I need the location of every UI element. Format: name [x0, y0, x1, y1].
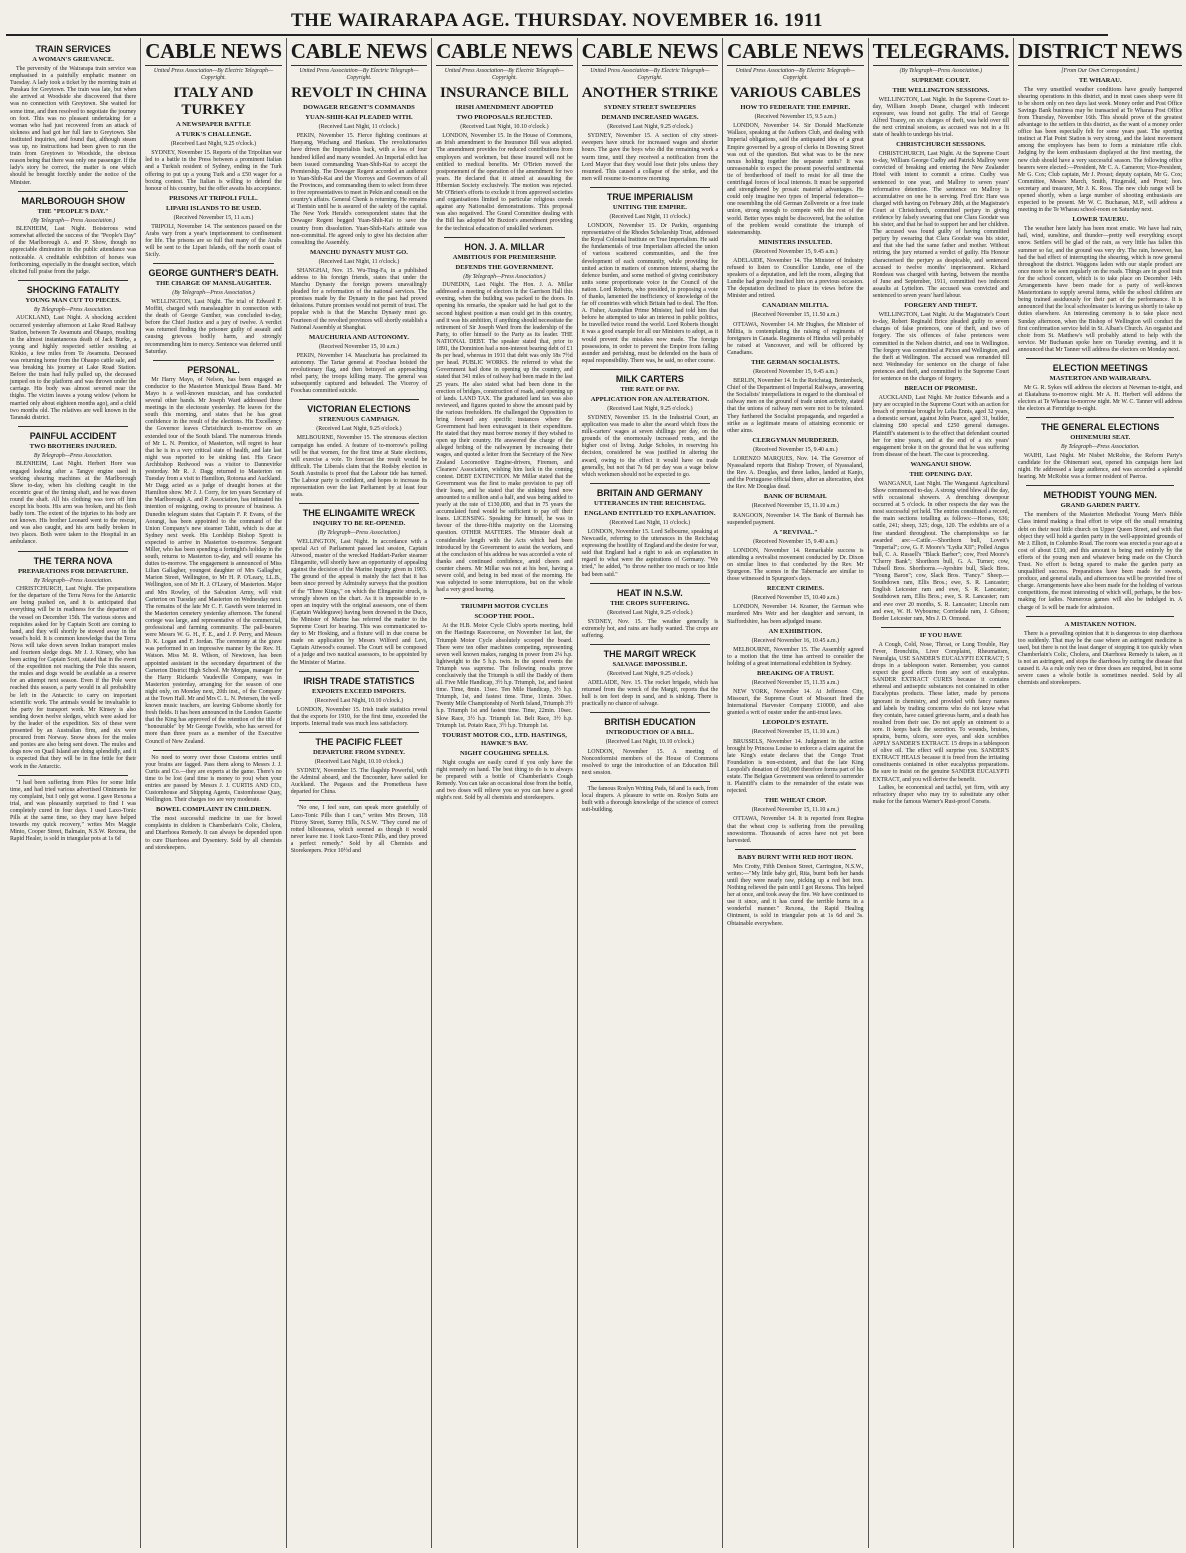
- cable-news-banner: CABLE NEWS: [291, 40, 427, 66]
- cable-news-banner: CABLE NEWS: [145, 40, 281, 66]
- article-text: WELLINGTON, Last Night. At the Magistrate's Court to-day, Robert Reginald Brice pleaded guilty to seven charges of false pretences, one of theft, and two of forgery. The six offences of false pretences were committed in the Nelson district, and one in Wellington. The forgery was committed at Picton and Wellington, and the theft at Wellington. The accused was remanded till next Wednesday for sentence on the charge of false pretences and theft, and committed to the Supreme Court for sentence on the charges of forgery.: [872, 312, 1010, 382]
- subheading: FORGERY AND THEFT.: [904, 302, 978, 310]
- received-time: (Received Last Night, 10.10 o'clock.): [460, 124, 549, 131]
- subheading: AMBITIOUS FOR PREMIERSHIP.: [452, 253, 557, 261]
- subheading: TE WHARAU.: [1078, 76, 1122, 84]
- subheading: MANCHU DYNASTY MUST GO.: [310, 248, 408, 256]
- cable-news-banner: CABLE NEWS: [582, 40, 718, 66]
- divider: [153, 360, 273, 361]
- subheading: THE WHEAT CROP.: [764, 797, 827, 805]
- heading-gunther-death: GEORGE GUNTHER'S DEATH.: [148, 268, 279, 279]
- subheading: RECENT CRIMES.: [766, 585, 824, 593]
- press-credit: United Press Association—By Electric Telegraph—Copyright.: [444, 68, 565, 81]
- article-text: LONDON, November 15. In the House of Commons, an Irish amendment to the Insurance Bill was adopted. The amendment provides for reduced contributions from employers and workmen, but these insured will not be entitled to medical benefits. Mr O'Brien moved the postponement of the operation of the amendment for two years. He declared that it aimed at assaulting the Hibernian Society exclusively. The motion was rejected. Mr O'Brien's efforts to exclude it from approved societies and organisations limited to particular religious creeds against any Nationalist demonstrations. This proposal was also negatived. The Grand Committee dealing with the Bill has adopted Mr Buxton's amendment providing for the technical education of unskilled workmen.: [436, 133, 573, 232]
- article-text: AUCKLAND, Last Night. A shocking accident occurred yesterday afternoon at Lake Road Railway Station, between Te Awamutu and Ohaupo, resulting in the almost instantaneous death of Jack Burke, a young and highly respected settler residing at Kiokio, a few miles from Te Awamutu. Deceased was returning home from the Ohaupo cattle sale, and was breaking his journey at Lake Road Station. Before the train had fully pulled up, the deceased jumped on to the platform and was thrown under the carriage. His body was almost severed near the thighs. The victim leaves a young widow (whom he married only about eighteen months ago), and a child two months old. The relatives are well known in the Taranaki district.: [10, 315, 137, 421]
- advertisement-text: There is a prevailing opinion that it is dangerous to stop diarrhoea too suddenly. That may be the case where an astringent medicine is used, but there is not the least danger of stopping it too quickly when Chamberlain's Colic, Cholera, and Diarrhoea Remedy is taken, as it is not an astringent, and stops the diarrhoea by curing the disease that caused it. As a rule only two or three doses are required, but in some severe cases a whole bottle is sometimes needed. Sold by all chemists and storekeepers.: [1018, 630, 1183, 687]
- heading-millar: HON. J. A. MILLAR: [464, 241, 545, 252]
- article-text: LONDON, November 15. Dr Parkin, organising representative of the Rhodes Scholarship Trust, addressed the Royal Colonial Institute on True Imperialism. He said the fundamentals of true Imperialism affected the union of various scattered communities, and the free development of each community, while providing for united action in matters of common interest, sharing the defence burden, and some method of giving contributory units some proportionate voice in the Council of the nation. Lord Roberts, who presided, in proposing a vote of thanks, lamented the inefficiency of knowledge of the far off countries with which Britain had to deal. The Hon. A. Fisher, Australian Prime Minister, had told him that before he attempted to take an interest in public politics, he travelled twice round the world. Lord Roberts thought it was a good example for all our Ministers to adopt, as it would prevent the mistakes now made. The foreign possessions, in order to prevent the Empire from falling asunder and perishing, must be defended on the basis of equal responsibility. There was, he said, no other course.: [581, 223, 719, 364]
- article-text: SYDNEY, Nov. 15. The weather generally is extremely hot, and rains are badly wanted. The crops are suffering.: [581, 618, 719, 639]
- subheading: INTRODUCTION OF A BILL.: [605, 729, 694, 737]
- subheading: THE "PEOPLE'S DAY.": [37, 207, 109, 215]
- received-time: (Received November 15, 11.10 a.m.): [751, 503, 839, 510]
- article-text: DUNEDIN, Last Night. The Hon. J. A. Millar addressed a meeting of electors in the Garrison Hall this evening, when the building was packed to the doors. In opening his remarks, the speaker said he had got to the second highest position a man could get in this country, and it was his ambition, if anything should necessitate the retirement of Sir Joseph Ward from the leadership of the Party, to offer himself to the Party as its leader. THE NATIONAL DEBT. The speaker stated that, prior to 1891, the Dominion had a non-interest bearing debt of £1 8s per head, whereas in 1911 that debt was only 18s 7½d per head. PUBLIC WORKS. He referred to what the Government had done in opening up the country, and stated that 341 miles of railway had been made in the last 25 years. He also stated what had been done in the erection of bridges, construction of roads, and opening up of lands. LAND TAX. The graduated land tax was also reviewed, and figures quoted to show the amount paid by the various freeholders. He challenged the Opposition to bring forward any specific instances where the Government had been extravagant in their expenditure. He stated that they must borrow money if they wished to open up their country. He answered the charge of the alleged bribing of the railwaymen by increasing their wages, and quoted a letter from the Secretary of the New Zealand Locomotive Engine-drivers, Firemen, and Cleaners' Association, wishing him luck in the coming contest. DEBT EXTINCTION. Mr Millar stated that the Government was the first to make provision to pay off their loans, and he stated that the sinking fund now amounted to a million and a half, and was being added to yearly at the rate of £130,000, and that in 75 years the accumulated fund would be sufficient to pay off their loans. LICENSING. Speaking for himself, he was in favour of the three-fifths majority on the Licensing question. OTHER MATTERS. The Minister dealt at considerable length with the Acts which had been introduced by the Government to assist the workers, and at the conclusion of his address he was accorded a vote of thanks and continued confidence, amid cheers and counter cheers. Mr Millar was not at his best, having a severe cold, and being in bed most of the morning. He was subjected to some interruptions, but on the whole had a very good hearing.: [436, 282, 573, 594]
- press-credit: By Telegraph—Press Association.: [33, 577, 113, 584]
- article-text: OTTAWA, November 14. Mr Hughes, the Minister of Militia, is contemplating the raising of regiments of foreigners in Canada. Regiments of Hindus will probably be raised at Vancouver, and will be officered by Canadians.: [727, 321, 864, 356]
- article-text: CHRISTCHURCH, Last Night. The preparations for the departure of the Terra Nova for the Antarctic are being pushed on, and it is anticipated that everything will be in readiness for the departure of the vessel on December 15th. The various stores and requisites asked for by Captain Scott are coming to hand, and they will shortly be stowed away in the vessel's hold. It is common knowledge that the Terra Nova will take down seven Indian transport mules and fourteen sledge dogs. Mr J. J. Kinsey, who has been acting for Captain Scott, stated that in the event of the expedition not reaching the Pole this season, the mules and dogs would be available as a reserve for an attempt next season. Even if the Pole were reached this season, a party would in all probability be left in the Antarctic to carry on important scientific work. The animals would be invaluable to the party for transport work. Mr Kinsey is also sending down twelve sledges, which were asked for by the leader of the expedition. Six of these were presented by an Australian firm, and six were procured from Norway. Snow shoes for the mules and ponies are also being sent down. The mules and dogs now on Quail Island are doing splendidly, and it is expected that they will be in fine fettle for their work in the Antarctic.: [10, 586, 137, 770]
- heading-irish-trade: IRISH TRADE STATISTICS: [303, 675, 415, 686]
- subheading: SUPREME COURT.: [911, 76, 971, 84]
- subheading: A "REVIVAL.": [773, 528, 818, 536]
- cable-news-banner: CABLE NEWS: [436, 40, 572, 66]
- divider: [590, 369, 710, 370]
- heading-milk-carters: MILK CARTERS: [615, 373, 684, 384]
- article-text: OTTAWA, November 14. It is reported from Regina that the wheat crop is suffering from the prevailing snowstorms. Thousands of acres have not yet been harvested.: [727, 816, 864, 844]
- heading-revolt-china: REVOLT IN CHINA: [291, 85, 427, 102]
- subheading: MASTERTON AND WAIRARAPA.: [1049, 374, 1151, 382]
- article-text: BLENHEIM, Last Night. Herbert Hore was engaged looking after a Tangye engine used in working shearing machines at the Marlborough Show to-day, when his clothing caught in the eccentric gear of the timing shaft, and he was drawn round the shaft. All his clothing was torn off him except his boots. His arm was broken, and his flesh badly torn. The extent of the injuries to his body are not known. His brother Leonard went to the rescue, and was also caught, and his arm badly broken in two places. Both were taken to the Hospital in an ambulance.: [10, 461, 137, 546]
- article-text: NEW YORK, November 14. At Jefferson City, Missouri, the Supreme Court of Missouri fined the International Harvester Company £10000, and also granted a writ of ouster under the anti-trust laws.: [727, 689, 864, 717]
- advertisement-text: "No one, I feel sure, can speak more gratefully of Laxo-Tonic Pills than I can," writes Mrs Brown, 118 Fitzroy Street, Surrey Hills, N.S.W. "They cured me of rotted biliousness, which seemed as though it would never leave me. I took Laxo-Tonic Pills, and they proved a perfect remedy." Sold by all Chemists and Storekeepers. Price 10½d and: [290, 805, 428, 854]
- received-time: (Received Last Night, 11 o'clock.): [609, 213, 691, 220]
- advertisement-text: At the H.B. Motor Cycle Club's sports meeting, held on the Hastings Racecourse, on November 1st last, the Triumph Motor Cycle absolutely scooped the board. There were ten other machines competing, representing seven well known makes, ranging in power from 2¼ h.p. lightweight to the 5 h.p. twin. In the speed events the Triumph was supreme. The following results prove conclusively that the Triumph is still the Daddy of them all. Five Mile Handicap, 3½ h.p. Triumph, 1st, and fastest time. Time, 8min. 13sec. Ten Mile Handicap, 3½ h.p. Triumph, 1st, and fastest time. Time, 11min. 30sec. Twenty Mile Championship of North Island, Triumph 3½ h.p. Triumph 1st and fastest time. Time, 22min. 10sec. Slow Race, 3½ h.p. Triumph 1st. Belt Race, 3½ h.p. Triumph 1st. Potato Race, 3½ h.p. Triumph 1st.: [436, 623, 573, 729]
- subheading: DOWAGER REGENT'S COMMANDS: [303, 104, 415, 112]
- received-time: (Received November 15, 11.35 a.m.): [751, 680, 839, 686]
- heading-insurance-bill: INSURANCE BILL: [440, 85, 569, 102]
- received-time: (Received November 15, 11.10 a.m.): [751, 729, 839, 736]
- article-text: CHRISTCHURCH, Last Night. At the Supreme Court to-day, William George Cudby and Patrick Mallroy were convicted of breaking and entering the New Zealander Hotel with intent to commit a crime. Cudby was sentenced to one year, and Mallroy to seven years' reformative detention. The sentence on Mallroy is accumulative on one he is serving. Fred Eric Hare was charged with having on February 28th, at the Magistrate's Court at Christchurch, committed perjury in giving evidence by falsely swearing that one Clara Goodair was his sister, and that he had to support her and her children. The accused was found guilty of having committed perjury by swearing that Clara Goodair was his sister, and that she had the same father and mother. Without retiring, the jury returned a verdict of guilty. His Honour characterised the perjury as despicable, and sentenced accused to twelve months' imprisonment. Richard Rondeau was charged with having, between the months of June and September, 1911, committed two indecent assaults at Lyttelton. The accused was convicted and sentenced to seven years' hard labour.: [872, 151, 1010, 300]
- article-text: LONDON, November 14. Kramer, the German who murdered Mrs Weir and her daughter and servant, in Staffordshire, has been adjudged insane.: [727, 604, 864, 625]
- divider: [153, 750, 273, 751]
- received-time: (Received November 15, 9.40 a.m.): [753, 446, 838, 453]
- article-text: LONDON, November 14. Sir Donald MacKenzie Wallace, speaking at the Authors Club, and dealing with Imperial obligations, said the antiquated idea of a great Empire governed by a group of clerks in Downing Street was out of the question. But what was to be the new nexus holding together the separate units? It was unreasonable to expect the present powerful sentimental tie of brotherhood of itself to resist for all time the centrifugal forces of local interests. It must be supported and strengthened by prosaic material advantages. He could only imagine two types of Imperial federation—one resembling the old German Zollverein or a free trade union, strong enough to compete with the rest of the world. Better types might be discovered, but the solution of the problem would constitute the triumph of statesmanship.: [727, 123, 864, 236]
- subheading: WANGANUI SHOW.: [910, 460, 972, 468]
- press-credit: (By Telegraph—Press Association.): [463, 273, 546, 280]
- article-text: SYDNEY, November 15. Reports of the Tripolitan war led to a battle in the Press between a prominent Italian and a Turkish resident of Sydney, ending in the Turk offering to put up a young Turk and a £50 wager for a boxing contest. The Italian is willing to defend the honour of his country, but the offer awaits his acceptance.: [145, 150, 282, 192]
- divider: [590, 483, 710, 484]
- heading-another-strike: ANOTHER STRIKE: [581, 85, 719, 102]
- press-credit: By Telegraph—Press Association.: [33, 452, 113, 459]
- subheading: PREPARATIONS FOR DEPARTURE.: [18, 567, 129, 575]
- article-text: WELLINGTON, Last Night. In accordance with a special Act of Parliament passed last session, Captain Attwood, master of the wrecked Huddart-Parker steamer Elingamite, will shortly have an opportunity of appealing against the decision of the Marine Inquiry given in 1903. The ground of the appeal is mainly the fact that it has been since proved by Admiralty surveys that the position of the "Three Kings," on which the Elingamite struck, is wrongly shown on the chart. As it is impossible to re-open an inquiry with the original assessors, one of them (Captain Waldegrave) having been drowned in the Duco, the Minister of Marine has referred the matter to the Supreme Court for hearing. This was communicated to-day to Mr Hosking, and a fixture will in due course be made on application by Messrs Wilford and Levi, Captain Attwood's counsel. The Court will be composed of a judge and two nautical assessors, to be appointed by the Minister of Marine.: [290, 538, 428, 666]
- divider: [18, 775, 128, 776]
- divider: [18, 426, 128, 427]
- article-text: The perversity of the Wairarapa train service was emphasised in a painfully emphatic manner on Tuesday. A lady took a ticket by the morning train at Purakau for Greytown. The train was late, but when she arrived at Woodside she discovered that there was no connection with Greytown. She waited for some time, and then resolved to negotiate the journey on foot. This was no pleasant undertaking for a woman who had just recovered from an attack of sickness and had got her full fare to Greytown. She instituted inquiries, and found that, although steam was up, no instructions had been given to run the train from Greytown to Woodside, the obvious reason being that there was only one passenger. If the lady's story be correct, the matter is one which should be brought forcibly under the notice of the Minister.: [10, 66, 137, 186]
- received-time: (Received Last Night, 9.25 o'clock.): [170, 141, 257, 148]
- article-text: SYDNEY, November 15. In the Industrial Court, an application was made to alter the award which fixes the milk-carters' wages at seven shillings per day, on the grounds of the enormously increased rents, and the higher cost of living. Judge Scholes, in reserving his decision, considered he was justified in altering the award, owing to the effect it would have on trade generally, but not that 7s 6d per day was a wage below which workmen should not be expected to go.: [581, 415, 719, 478]
- article-text: MELBOURNE, November 15. The strenuous election campaign has ended. A feature of to-morrow's polling will be that women, for the first time at State elections, will exercise a vote. To forecast the result would be difficult. The Liberals claim that the Rodsby election in South Australia is proof that the Labour tide has turned. The Labour party is confident, and hopes to increase its representation over the last Parliament by at least four seats.: [290, 435, 428, 499]
- columns: [6, 38, 1183, 1548]
- press-credit: By Telegraph—Press Association.: [33, 306, 113, 313]
- column-2: [141, 38, 286, 1548]
- heading-british-education: BRITISH EDUCATION: [604, 717, 696, 728]
- article-text: BRUSSELS, November 14. Judgment in the action brought by Princess Louise to enforce a claim against the late King's estate declares that the Congo Trust Foundation is non-existent, and that the late King Leopold's donation of £60,000 therefore forms part of his estate. The Belgian Government was ordered to surrender it. Plaintiff's claim to the remainder of the estate was rejected.: [727, 738, 864, 795]
- received-time: (Received November 15, 11.50 a.m.): [751, 312, 839, 319]
- article-text: MELBOURNE, November 15. The Assembly agreed to a motion that the time has arrived to consider the holding of a great international exhibition in Sydney.: [727, 646, 864, 667]
- article-text: ADELAIDE, Nov. 15. The rocket brigade, which has returned from the wreck of the Margit, reports that the hull is ten feet deep in sand, and is sinking. There is practically no chance of salvage.: [581, 680, 719, 708]
- subheading: CHRISTCHURCH SESSIONS.: [896, 141, 986, 149]
- subheading: AN EXHIBITION.: [768, 627, 823, 635]
- divider: [444, 598, 564, 599]
- advertisement-text: "I had been suffering from Piles for some little time, and had tried various advertised Ointments for my complaint, but I only got worse. I gave Rexona a trial, and was pleasantly surprised to find I was completely cured in four days. I used Laxo-Tonic Pills at the same time, so they may have helped towards my quick recovery," writes Mrs Maggie Minto, Cooper Street, Balmain, N.S.W. Rexona, the Rapid Healer, is sold in triangular pots at 1s 6d: [10, 779, 137, 843]
- subheading: APPLICATION FOR AN ALTERATION.: [590, 395, 709, 403]
- article-text: PEKIN, November 15. Fierce fighting continues at Hanyang, Wuchang and Hankau. The revolutionaries have driven the Imperialists back, with a loss of four hundred killed and many wounded. An Imperial edict has been issued commanding Yuan-Shih-Kai to accept the Premiership. The Dowager Regent accorded an audience to Yuan-Shih-Kai and the Viceroys and Governors of all the Provinces, and commanding them to select from three to five representatives to meet in Pekin and consult on the country's affairs. General Chenk is returning. He remains at Tientsin until he is assured of the safety of the capital. The New York Herald's correspondent states that the Dowager Regent begged Yuan-Shih-Kai to save the country from dissolution. Yuan-Shih-Kai's attitude was non-committal. He agreed only to give his decision after consulting the Assembly.: [290, 133, 428, 246]
- subheading: TWO PROPOSALS REJECTED.: [456, 114, 553, 122]
- received-time: (Received Last Night, 9.25 o'clock.): [607, 609, 693, 616]
- heading-shocking-fatality: SHOCKING FATALITY: [26, 284, 120, 295]
- article-text: The weather here lately has been most erratic. We have had rain, hail, wind, sunshine, and thunder—pretty well everything except snow. Settlers will be glad of the rain, as very little has fallen this summer so far, and the ground was very dry. The rain, however, has had the bad effect of interrupting the shearing, which is now general throughout the district. Waggons laden with our staple product are once more to be seen regularly on the roads. Things are in good train for the school concert, which is to take place on December 14th. Arrangements have been made for a party of well-known Mastertonians to supply several items, while the school children are being trained assiduously for their part of the performance. It is announced that the local schoolmaster is leaving us shortly to take up duties elsewhere. An interesting ceremony is to take place next Sunday afternoon, when the Bishop of Wellington will conduct the first confirmation service held in St. Alban's Church. An organist and choir from St. Matthew's will probably attend to help with the service. Mr Buchanan spoke here on Tuesday evening, and it is announced that Mr Tanner will address the electors on Monday next.: [1018, 226, 1183, 353]
- column-4: [432, 38, 577, 1548]
- subheading: THE OPENING DAY.: [909, 470, 973, 478]
- article-text: WANGANUI, Last Night. The Wanganui Agricultural Show commenced to-day. A strong wind blew all the day, with occasional showers. A drenching downpour occurred at 5 o'clock. In other respects the day was the most successful yet held. The entries constituted a record, the main sections totalling as follows:—Horses, 636; cattle, 241; sheep, 325; dogs, 120. The exhibits are of a fine standard throughout. The championships so far awarded are:—Cattle.—Shorthorn bull, Lovett's "Imperial"; cow, G. F. Moore's "Lydia XII"; Polled Angus bull, C. A. Russell's "Black Barber"; cow, Fred Moore's "Cherry Bank"; Shorthorn bull, G. A. Turner; cow, Tubsell Bros. Shorthorns.—Ayrshire bull, Slack Bros. "Young Baron"; cow, Slack Bros. "Fancy." Sheep.—Southdown ram, Ellis Bros.; ewe, S. R. Lancaster; English Leicester ram and ewe, S. R. Lancaster; Southdown ram, Ellis Bros.; ewe, S. R. Lancaster; ram and ewe over 20 months, S. R. Lancaster; Lincoln ram and ewe, W. H. Wybourne; Corriedale ram, J. Gibson; Border Leicester ram, Mrs J. D. Ormond.: [872, 480, 1010, 622]
- subheading: HOW TO FEDERATE THE EMPIRE.: [740, 104, 851, 112]
- subheading: SALVAGE IMPOSSIBLE.: [612, 660, 688, 668]
- subheading: PRISONS AT TRIPOLI FULL.: [169, 194, 258, 202]
- subheading: EXPORTS EXCEED IMPORTS.: [312, 687, 406, 695]
- heading-general-elections: THE GENERAL ELECTIONS: [1041, 422, 1160, 433]
- subheading: THE CHARGE OF MANSLAUGHTER.: [155, 280, 272, 288]
- article-text: SHANGHAI, Nov. 15. Wu-Ting-Fa, in a published address to his foreign friends, states that under the Manchu Dynasty the foreign powers unavailingly pleaded for a reformation of the national services. The promises made by the Dynasty in the past had proved delusions. Future promises would not permit of trust. The popular wish is that the Manchu Dynasty must go. Fourteen of the revolted provinces will shortly establish a National Assembly at Shanghai.: [290, 267, 428, 331]
- divider: [590, 644, 710, 645]
- article-text: RANGOON, November 14. The Bank of Burmah has suspended payment.: [727, 512, 864, 526]
- received-time: (Received Last Night, 9.25 o'clock.): [316, 426, 402, 433]
- divider: [881, 627, 1001, 628]
- divider: [1026, 485, 1174, 486]
- divider: [153, 263, 273, 264]
- heading-train-services: TRAIN SERVICES: [35, 44, 111, 54]
- article-text: SYDNEY, November 15. A section of city street-sweepers have struck for increased wages and shorter hours. The gave the boys who did the remaining work a warm time, until they received a notification from the Lord Mayor that they would lose their jobs unless they resumed. This caused a collapse of the strike, and the men will resume to-morrow morning.: [581, 133, 719, 182]
- subheading: THE WELLINGTON SESSIONS.: [892, 86, 990, 94]
- press-credit: United Press Association—By Electric Telegraph—Copyright.: [590, 68, 710, 81]
- received-time: (Received November 15, 9.40 a.m.): [753, 538, 838, 545]
- subheading: INQUIRY TO BE RE-OPENED.: [312, 520, 406, 528]
- subheading: SCOOP THE POOL.: [474, 613, 535, 621]
- press-credit: United Press Association—By Electric Telegraph—Copyright.: [153, 68, 274, 81]
- divider: [299, 800, 419, 801]
- advertisement-text: Mrs Crotty, Fifth Denison Street, Carrington, N.S.W., writes:—"My little baby girl, Rita, burnt both her hands until they were nearly raw, picking up a red hot iron. Nothing relieved the pain until I got Rexona. This helped her at once, and took away the fire. We have continued to use it since, and it has cured the terrible burns in a wonderful manner." Rexona, the Rapid Healing Ointment, is sold in triangular pots at 1s 6d and 3s. Obtainable everywhere.: [727, 863, 864, 927]
- divider: [299, 732, 419, 733]
- column-7: [869, 38, 1014, 1548]
- heading-pacific-fleet: THE PACIFIC FLEET: [315, 736, 403, 747]
- received-time: (Received November 15, 11.10 a.m.): [751, 807, 839, 814]
- divider: [1026, 616, 1174, 617]
- divider: [299, 671, 419, 672]
- heading-victorian-elections: VICTORIAN ELECTIONS: [307, 404, 411, 415]
- received-time: (Received November 16, 10.45 a.m.): [751, 637, 840, 644]
- subheading: CLERGYMAN MURDERED.: [752, 436, 839, 444]
- received-time: (Received November 15, 9.5 a.m.): [754, 114, 837, 121]
- received-time: (Received November 15, 9.45 a.m.): [753, 248, 838, 255]
- heading-true-imperialism: TRUE IMPERIALISM: [606, 191, 693, 202]
- received-time: (Received Last Night, 10.10 o'clock.): [605, 739, 695, 746]
- article-text: The very unsettled weather conditions have greatly hampered shearing operations in this district, and in most cases sheep were fit to be shorn only on two days last week. Money order and Post Office Savings Bank business may be transacted at Te Wharau Post Office from Thursday, November 16th. This should prove of the greatest advantage to the settlers in this district, as the want of a money order office has been especially felt for some years past. The sporting instinct at Flat Point Station is very strong, and the latest movement among the employees has been to form a miniature rifle club. Judging by the keen enthusiasm displayed at the first meeting, the new club should have a very successful season. The following office bearers were elected:—President, Mr C. A. Cameron; Vice-President, Mr G. Cox; Club captain, Mr J. Proust; deputy captain, Mr G. Cox; Committee, Messrs March, Smith, Fitzgerald, and Prout; hon. secretary and treasurer, Mr J. K. Ross. The new club range will be opened shortly, when a large number of shooting enthusiasts are expected to be present. Mr W. C. Buchanan, M.P., will address a meeting in the Te Wharau school-room on Saturday next.: [1018, 86, 1183, 214]
- received-time: (Received Last Night, 11 o'clock.): [318, 124, 400, 131]
- subheading: A TURK'S CHALLENGE.: [175, 131, 252, 139]
- heading-margit-wreck: THE MARGIT WRECK: [603, 648, 697, 659]
- subheading: A WOMAN'S GRIEVANCE.: [32, 56, 114, 63]
- heading-election-meetings: ELECTION MEETINGS: [1052, 362, 1148, 373]
- heading-various-cables: VARIOUS CABLES: [729, 85, 861, 102]
- divider: [590, 187, 710, 188]
- press-credit: (By Telegraph—Press Association.): [899, 68, 983, 74]
- subheading: YUAN-SHIH-KAI PLEADED WITH.: [305, 114, 413, 122]
- divider: [18, 280, 128, 281]
- divider: [299, 399, 419, 400]
- subheading: TRIUMPH MOTOR CYCLES: [460, 603, 549, 611]
- column-6: [723, 38, 868, 1548]
- article-text: WELLINGTON, Last Night. The trial of Edward F. Moffitt, charged with manslaughter in connection with the death of George Gunther, was concluded to-day, before the Chief Justice and a jury of twelve. A verdict was returned finding the prisoner guilty of assault and causing grievous bodily harm, and strongly recommending him to mercy. Sentence was deferred until Saturday.: [145, 299, 282, 355]
- subheading: LEOPOLD'S ESTATE.: [762, 719, 829, 727]
- article-text: The members of the Masterton Methodist Young Men's Bible Class intend making a final effort to wipe off the small remaining debt on their neat little church on Upper Queen Street, and with that object they will hold a garden party in the well-appointed grounds of Mr J. Elliott, in Columbo Road. The room was erected a year ago at a cost of about £130, and this amount is being met entirely by the efforts of the young men and whatever being made on the Church Trust. No effort is being spared to make the garden party an unqualified success. Preparations have been made for sweets, produce, and general stalls, and afternoon tea will be provided free of charge. Arrangements have also been made for the holding of various competitions, the most interesting of which will, perhaps, be the box-making for ladies. Numerous games will also be indulged in. A charge of 1s will be made for admission.: [1018, 512, 1183, 611]
- heading-italy-turkey: ITALY AND TURKEY: [173, 85, 254, 119]
- subheading: UNITING THE EMPIRE.: [612, 203, 687, 211]
- correspondent-credit: [From Our Own Correspondent.]: [1061, 68, 1140, 74]
- received-time: (Received Last Night, 10.10 o'clock.): [314, 697, 404, 704]
- subheading: THE CROPS SUFFERING.: [610, 599, 690, 607]
- subheading: IRISH AMENDMENT ADOPTED: [455, 104, 554, 112]
- received-time: (Received November 15, 9.45 a.m.): [753, 369, 838, 375]
- received-time: (Received Last Night, 9.25 o'clock.): [607, 670, 693, 677]
- article-text: SYDNEY, November 15. The flagship Powerful, with the Admiral aboard, and the Encounter, have sailed for Auckland. The Pegasus and the Prometheus have departed for China.: [290, 768, 428, 796]
- subheading: SYDNEY STREET SWEEPERS: [603, 104, 696, 112]
- advertisement-text: Night coughs are easily cured if you only have the right remedy on hand. The best thing to do is to always be prepared with a bottle of Chamberlain's Cough Remedy. You can take an occasional dose from the bottle, and two doses will relieve you so you can have a good night's rest. Sold by all chemists and storekeepers.: [436, 759, 573, 802]
- article-text: LONDON, November 14. Remarkable success is attending a revivalist movement conducted by Dr. Dixon on similar lines to that conducted by the Rev. Mr Spurgeon. The scenes in the Tabernacle are similar to those witnessed in Spurgeon's days.: [727, 547, 864, 583]
- heading-personal: PERSONAL.: [187, 364, 240, 375]
- divider: [590, 583, 710, 584]
- press-credit: (By Telegraph— Press Association.): [31, 217, 116, 224]
- subheading: DEPARTURE FROM SYDNEY.: [313, 748, 405, 756]
- advertisement-text: Ladies, be economical and tactful, yet firm, with any refractory draper who may try to substitute any other make for the famous Warner's Rust-proof Corsets.: [872, 784, 1010, 805]
- article-text: LONDON, November 15. Irish trade statistics reveal that the exports for 1910, for the first time, exceeded the imports. Internal trade was much less satisfactory.: [290, 706, 428, 727]
- received-time: (Received November 15, 11 a.m.): [173, 214, 254, 221]
- subheading: A MISTAKEN NOTION.: [1064, 620, 1136, 628]
- telegrams-banner: TELEGRAMS.: [873, 40, 1009, 66]
- subheading: DEMAND INCREASED WAGES.: [601, 114, 699, 122]
- received-time: (Received November 15, 10.40 a.m.): [751, 595, 840, 602]
- divider: [18, 551, 128, 552]
- divider: [444, 237, 564, 238]
- subheading: THE RATE OF PAY.: [620, 385, 680, 393]
- subheading: UTTERANCES IN THE REICHSTAG.: [593, 499, 706, 507]
- divider: [735, 849, 855, 850]
- article-text: LONDON, November 15. Lord Selbourne, speaking at Newcastle, referring to the utterances in the Reichstag expressing the hostility of England and the desire for war, said that England had a right to ask an explanation in regard to what were the aspirations of Germany. "We tried," he added, "to throw neither too much or too little bad been said.": [581, 528, 719, 578]
- heading-painful-accident: PAINFUL ACCIDENT: [29, 430, 117, 441]
- press-credit: (By Telegraph—Press Association.): [317, 530, 401, 537]
- press-credit: By Telegraph—Press Association.: [1060, 444, 1140, 451]
- article-text: Mr Harry Mayo, of Nelson, has been engaged as conductor to the Masterton Municipal Brass Band. Mr Mayo is a well-known musician, and has conducted several other bands. Mr Joseph Ward addressed three meetings in the electorate yesterday. He leaves for the south this morning, and states that he has great confidence in the result of the elections. His Excellency the Governor leaves Christchurch to-morrow on an extended tour of the South Island. The numerous friends of Mr L. N. Prentice, of Masterton, will regret to hear that he is in a very critical state of health, and late last night was reported to be sinking fast. His Grace Archbishop Redwood was a visitor to Dannevirke yesterday. Mr R. J. Dagg returned to Masterton on Tuesday from a visit to Hamilton, Rotorua and Auckland. Mr Dagg acted as a judge of draught horses at the Hamilton show. Mr J. J. Corry, for ten years Secretary of the Marlborough A. and P. Association, has intimated his intention of resigning, owing to pressure of business. A Dunedin telegram states that Captain F. P. Evans, of the Aorangi, has been appointed to the command of the Union Company's new steamer Tahiti, which is due at Sydney next week. His Lordship Bishop Sprott is expected to arrive in Masterton to-morrow. Sergeant Miller, who has been spending a fortnight's holiday in the south, returns to Masterton to-day, and will resume his duties to-morrow. The engagement is announced of Miss Lilian Gallagher, youngest daughter of Mrs Gallagher, Marion Street, Wellington, to Mr H. P. O'Leary, LL.B., Wellington, son of Mr H. J. O'Leary, of Masterton. Major and Mrs Rowley, of the Salvation Army, will visit Carterton on Tuesday and Masterton on Wednesday next. The remains of the late Mr C. F. Gawith were interred in the Masterton cemetery yesterday afternoon. The funeral cortege was large, and representative of the commercial, professional and farming community. The pall-bearers were Messrs W. G. H., F. E., and J. P. Perry, and Messrs D. K. Logan and F. Jordan. The ceremony at the grave was performed in an impressive manner by the Rev. H. Watson. Miss M. R. Wilson, of Newtown, has been appointed assistant in the secondary department of the Carterton District High School. Mr Morgan, manager for the Harry Rickards Vaudeville Company, was in Masterton yesterday, arranging for the season of one night only, on Monday next, 20th inst., of the Company at the Town Hall. Mr and Mrs C. L. N. Petersen, the well-known music teachers, are leaving Gisborne shortly for fresh fields. It has been announced in the London Gazette that the King has approved of the retention of the title of "honourable" by Mr George Fowlds, who has served for more than three years as a member of the Executive Council of New Zealand.: [145, 376, 282, 745]
- subheading: TWO BROTHERS INJURED.: [29, 442, 117, 450]
- received-time: (Received Last Night, 11 o'clock.): [609, 519, 691, 526]
- masthead: THE WAIRARAPA AGE. THURSDAY. NOVEMBER 16. 1911: [6, 4, 1108, 36]
- subheading: THE GERMAN SOCIALISTS.: [751, 359, 840, 366]
- heading-britain-germany: BRITAIN AND GERMANY: [596, 487, 703, 498]
- subheading: YOUNG MAN CUT TO PIECES.: [25, 296, 121, 304]
- subheading: MINISTERS INSULTED.: [758, 238, 833, 246]
- subheading: GRAND GARDEN PARTY.: [1060, 502, 1140, 510]
- advertisement-text: A Cough, Cold, Nose, Throat, or Lung Trouble, Hay Fever, Bronchitis, Liver Complaint, Rheumatism, Neuralgia, USE SANDER'S EUCALYPTI EXTRACT; 5 drops in a tablespoon water. Remember, you cannot expect the good effects from any sort of eucalyptus. SANDER EXTRACT CURES because it contains ethereal and antiseptic substances not contained in other Eucalyptus products. These latter, made by persons ignorant in chemistry, and provided with fancy names and labels by trading concerns who do not know what they contain, have caused grievous harm, and a death has resulted from their use. Do not apply an ointment to a sore. It keeps back the secretion. To wounds, bruises, sprains, burns, ulcers, sore eyes, and skin scrubbes APPLY SANDER'S EXTRACT. 15 drops in a tablespoon of olive oil. The effect will surprise you. SANDER'S EXTRACT HEALS because it is freed from the irritating constituents contained in other eucalyptus preparations. Be sure to insist on the genuine SANDER EUCALYPTI EXTRACT, and you will derive the benefit.: [872, 641, 1010, 783]
- heading-terra-nova: THE TERRA NOVA: [33, 555, 113, 566]
- press-credit: (By Telegraph—Press Association.): [172, 290, 255, 297]
- subheading: MAUCHURIA AND AUTONOMY.: [309, 333, 409, 341]
- divider: [1026, 417, 1174, 418]
- subheading: BREACH OF PROMISE.: [904, 385, 978, 393]
- article-text: AUCKLAND, Last Night. Mr Justice Edwards and a jury are occupied in the Supreme Court with an action for breach of promise brought by Lelia Ennis, aged 32 years, a domestic servant, against John Pearce, aged 31, builder, claiming £80 special and £250 general damages. Plaintiff's statement is to the effect that defendant courted her for nine years, and at the end of a six years' engagement broke it on the ground that he was suffering from disease of the heart. The case is proceeding.: [872, 395, 1010, 458]
- subheading: IF YOU HAVE: [919, 631, 962, 639]
- column-3: [287, 38, 432, 1548]
- heading-elingamite: THE ELINGAMITE WRECK: [302, 508, 416, 519]
- article-text: WELLINGTON, Last Night. In the Supreme Court to-day, William Joseph Deane, charged with indecent exposure, was found not guilty. The trial of George Alfred Tracey, on six charges of theft, was held over till the next criminal sessions, as accused was not in a fit state of health to undergo his trial.: [872, 96, 1010, 139]
- divider: [590, 712, 710, 713]
- divider: [299, 503, 419, 504]
- article-text: TRIPOLI, November 14. The sentences passed on the Arabs vary from a year's imprisonment to confinement for life. The prisons are so full that many of the Arabs will be sent to the Lipari Islands, off the north coast of Sicily.: [145, 223, 282, 259]
- subheading: ENGLAND ENTITLED TO EXPLANATION.: [584, 509, 716, 517]
- heading-methodist-young-men: METHODIST YOUNG MEN.: [1043, 490, 1157, 501]
- article-text: LORENZO MARQUES, Nov. 14. The Governor of Nyassaland reports that Bishop Trower, of Nyassaland, the Rev. A. Douglas, and three ladies, landed at Kanjo, and the Portuguese official there, after an altercation, shot the Rev. Mr Douglas dead.: [727, 455, 864, 491]
- press-credit: United Press Association—By Electric Telegraph—Copyright.: [735, 68, 855, 81]
- divider: [590, 781, 710, 782]
- article-text: BERLIN, November 14. In the Reichstag, Bentenbeck, Chief of the Department of Imperial Railways, answering the Socialists' interpellations in regard to the dismissal of railway men on the ground of trade union activity, stated that the unions of railway men were not to be tolerated. They furthered the Socialist propaganda, and regarded a strike as a legitimate means of attaining economic or other aims.: [727, 378, 864, 434]
- subheading: TOURIST MOTOR CO., LTD. HASTINGS, HAWKE'S BAY.: [441, 731, 567, 747]
- subheading: STRENUOUS CAMPAIGN.: [318, 416, 399, 424]
- district-news-banner: DISTRICT NEWS: [1018, 40, 1182, 66]
- subheading: LIPARI ISLANDS TO BE USED.: [165, 204, 262, 212]
- column-5: [578, 38, 723, 1548]
- article-text: ADELAIDE, November 14. The Minister of Industry refused to listen to Councillor Lundie, one of the speakers of a deputation, and left the room, alleging that Lundie had grossly insulted him on a previous occasion. The deputation declined to place its views before the Minister and retired.: [727, 257, 864, 300]
- article-text: LONDON, November 15. A meeting of Nonconformist members of the House of Commons resolved to urge the introduction of an Education Bill next session.: [581, 748, 719, 776]
- received-time: (Received November 15, 10 a.m.): [318, 343, 399, 350]
- subheading: A NEWSPAPER BATTLE: [176, 121, 251, 129]
- subheading: NIGHT COUGHING SPELLS.: [460, 749, 549, 757]
- heading-marlborough-show: MARLBOROUGH SHOW: [21, 195, 125, 206]
- subheading: LOWER TAUERU.: [1072, 216, 1129, 224]
- column-1: [6, 38, 141, 1548]
- subheading: BANK OF BURMAH.: [763, 493, 827, 501]
- press-credit: United Press Association—By Electric Telegraph—Copyright.: [299, 68, 419, 81]
- divider: [1026, 358, 1174, 359]
- received-time: (Received Last Night, 9.25 o'clock.): [607, 405, 693, 412]
- subheading: BREAKING OF A TRUST.: [756, 670, 834, 677]
- article-text: Mr G. R. Sykes will address the electors at Newman to-night, and at Ekatahuna to-morrow night. Mr A. H. Herbert will address the electors at Te Wharau to-morrow night. Mr W. C. Tanner will address the electors at Fernridge to-night.: [1018, 384, 1183, 413]
- cable-news-banner: CABLE NEWS: [727, 40, 863, 66]
- advertisement-text: No need to worry over those Customs entries until your brains are fagged. Pass them along to Messrs J. J. Curtis and Co.—they are experts at the game. There's no time to be lost (and time is money to you) when your entries are passed by Messrs J. J. CURTIS AND CO., Customhouse and Shipping Agents, Customhouse Quay, Wellington. Their charges too are very moderate.: [145, 754, 282, 804]
- article-text: BLENHEIM, Last Night. Boisterous wind somewhat affected the success of the "People's Day" of the Marlborough A. and P. Show, though no appreciable diminution in the public attendance was noticeable. A creditable exhibition of horses was forthcoming, especially in the draught section, which elicited full praise from the judge.: [10, 226, 137, 275]
- advertisement-text: The famous Roslyn Writing Pads, 6d and 1s each, from local drapers. A pleasure to write on. Roslyn Suits are built with a thorough knowledge of the science of correct suit-building.: [581, 785, 719, 814]
- subheading: BOWEL COMPLAINT IN CHILDREN.: [156, 806, 271, 814]
- advertisement-text: The most successful medicine in use for bowel complaints in children is Chamberlain's Colic, Cholera, and Diarrhoea Remedy. It can always be depended upon to cure Diarrhoea and Dysentery. Sold by all chemists and storekeepers.: [145, 816, 282, 851]
- column-8: [1014, 38, 1186, 1548]
- article-text: PEKIN, November 14. Mauchuria has proclaimed its autonomy. The Tartar general at Foochau hoisted the revolutionary flag, and then betrayed an approaching rebel party, the troops killing many. The general was subsequently captured and beheaded. The Viceroy of Foochau committed suicide.: [290, 352, 428, 395]
- heading-heat-nsw: HEAT IN N.S.W.: [616, 587, 683, 598]
- subheading: OHINEMURI SEAT.: [1070, 434, 1131, 442]
- article-text: WAIHI, Last Night. Mr Nisbet McRobie, the Reform Party's candidate for the Ohinemuri seat, opened his campaign here last night. He addressed a large audience, and was accorded a splendid hearing. Mr McRobie was a former resident of Paeroa.: [1018, 452, 1183, 481]
- received-time: (Received Last Night, 9.25 o'clock.): [607, 124, 693, 131]
- subheading: DEFENDS THE GOVERNMENT.: [455, 263, 554, 271]
- subheading: BABY BURNT WITH RED HOT IRON.: [737, 853, 853, 861]
- subheading: CANADIAN MILITIA.: [762, 302, 829, 310]
- received-time: (Received Last Night, 11 o'clock.): [318, 258, 400, 265]
- received-time: (Received Last Night, 10.10 o'clock.): [314, 758, 404, 765]
- divider: [18, 191, 128, 192]
